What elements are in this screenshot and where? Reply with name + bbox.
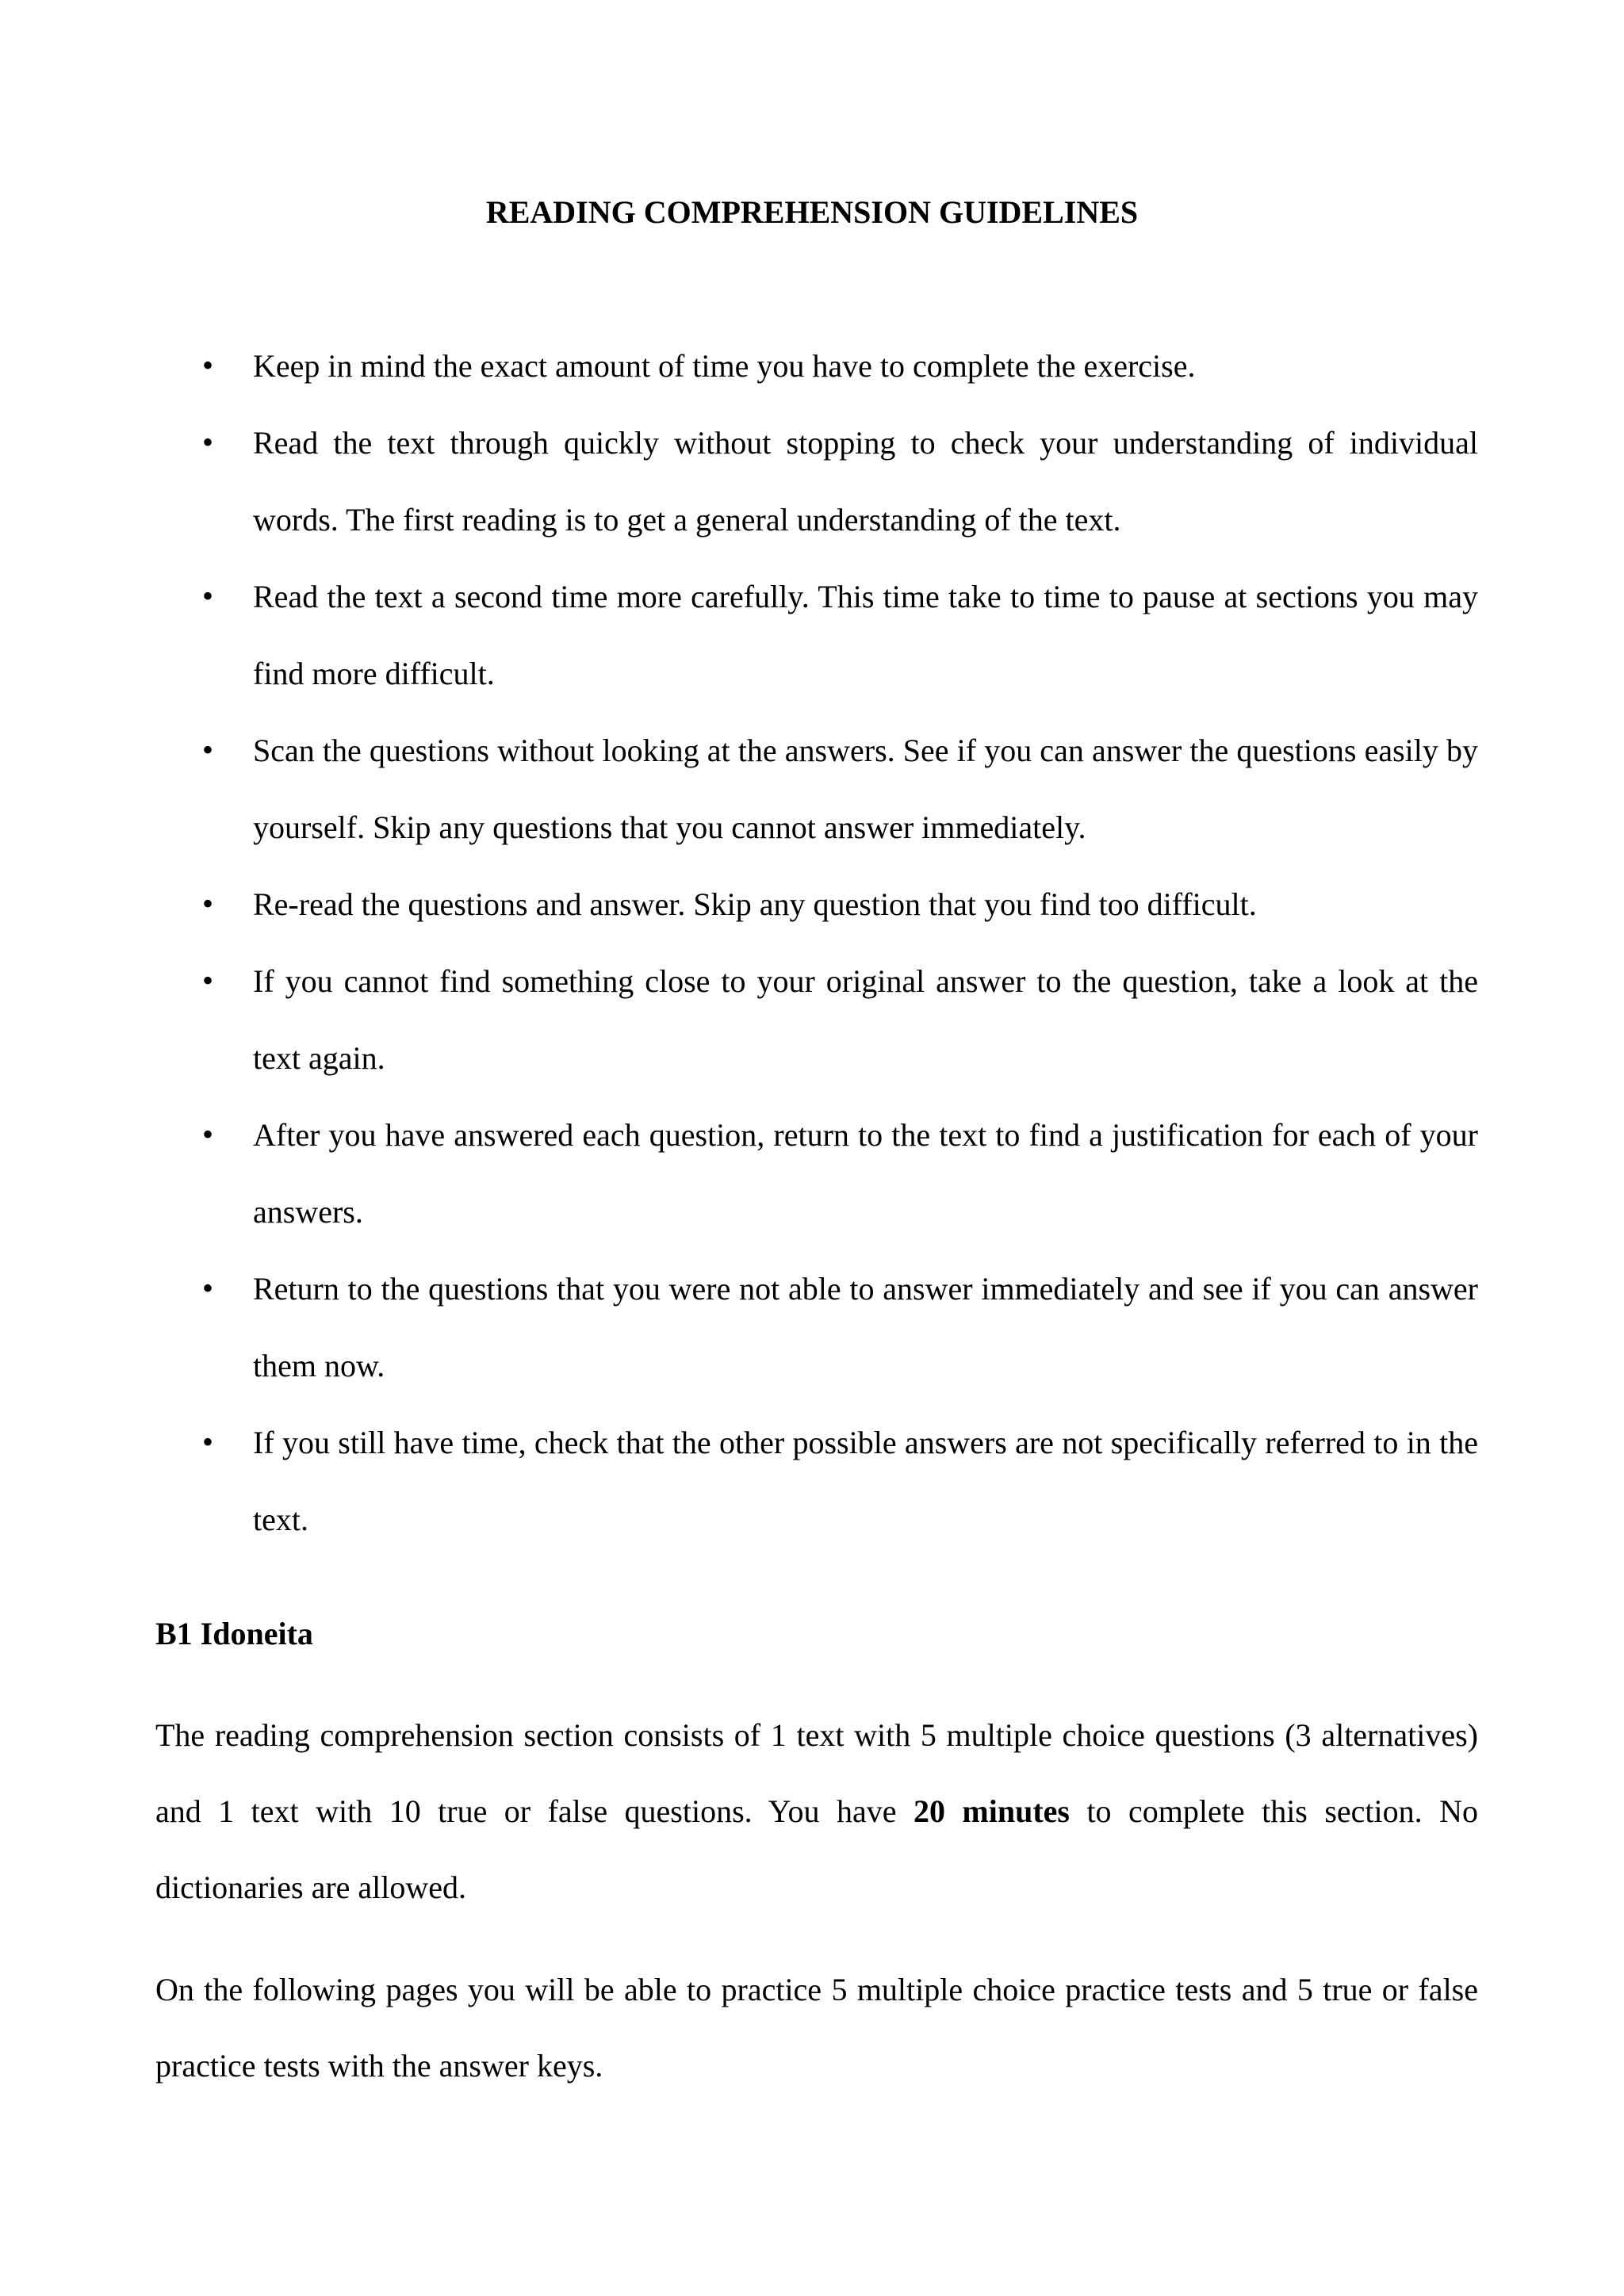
guideline-text: If you cannot find something close to your original answer to the question, take a look at the text again. (253, 963, 1478, 1076)
description-text-start: The reading comprehension section consists of 1 text with 5 multiple choice questions (3 alternatives) and 1 text with 10 true or false questions. You have (155, 1717, 1478, 1829)
bullet-icon: • (202, 962, 214, 998)
bullet-icon: • (202, 347, 214, 383)
bullet-icon: • (202, 886, 214, 921)
guideline-text: Read the text a second time more carefully. This time take to time to pause at sections you may find more difficult. (253, 579, 1478, 691)
guideline-text: Return to the questions that you were not able to answer immediately and see if you can answer them now. (253, 1271, 1478, 1383)
guideline-text: If you still have time, check that the other possible answers are not specifically referred to in the text. (253, 1425, 1478, 1537)
bullet-icon: • (202, 1116, 214, 1152)
section-heading: B1 Idoneita (155, 1616, 313, 1651)
bullet-icon: • (202, 1270, 214, 1306)
guideline-text: Read the text through quickly without stopping to check your understanding of individual words. The first reading is to get a general understanding of the text. (253, 425, 1478, 538)
page-title: READING COMPREHENSION GUIDELINES (485, 194, 1139, 230)
practice-tests-note: On the following pages you will be able to practice 5 multiple choice practice tests and 5 true or false practice tests with the answer keys. (155, 1972, 1478, 2084)
bullet-icon: • (202, 732, 214, 767)
time-limit: 20 minutes (913, 1793, 1070, 1829)
description-text-end: to complete this section. No dictionaries are allowed. (155, 1793, 1478, 1905)
guideline-text: Scan the questions without looking at the answers. See if you can answer the questions easily by yourself. Skip any questions that you cannot answer immediately. (253, 733, 1478, 845)
section-description (155, 1697, 1478, 1926)
bullet-icon: • (202, 424, 214, 460)
bullet-icon: • (202, 578, 214, 614)
guideline-text: After you have answered each question, return to the text to find a justification for each of your answers. (253, 1117, 1478, 1230)
guideline-text: Re-read the questions and answer. Skip any question that you find too difficult. (253, 886, 1257, 922)
bullet-icon: • (202, 1424, 214, 1460)
guideline-text: Keep in mind the exact amount of time you have to complete the exercise. (253, 348, 1196, 384)
